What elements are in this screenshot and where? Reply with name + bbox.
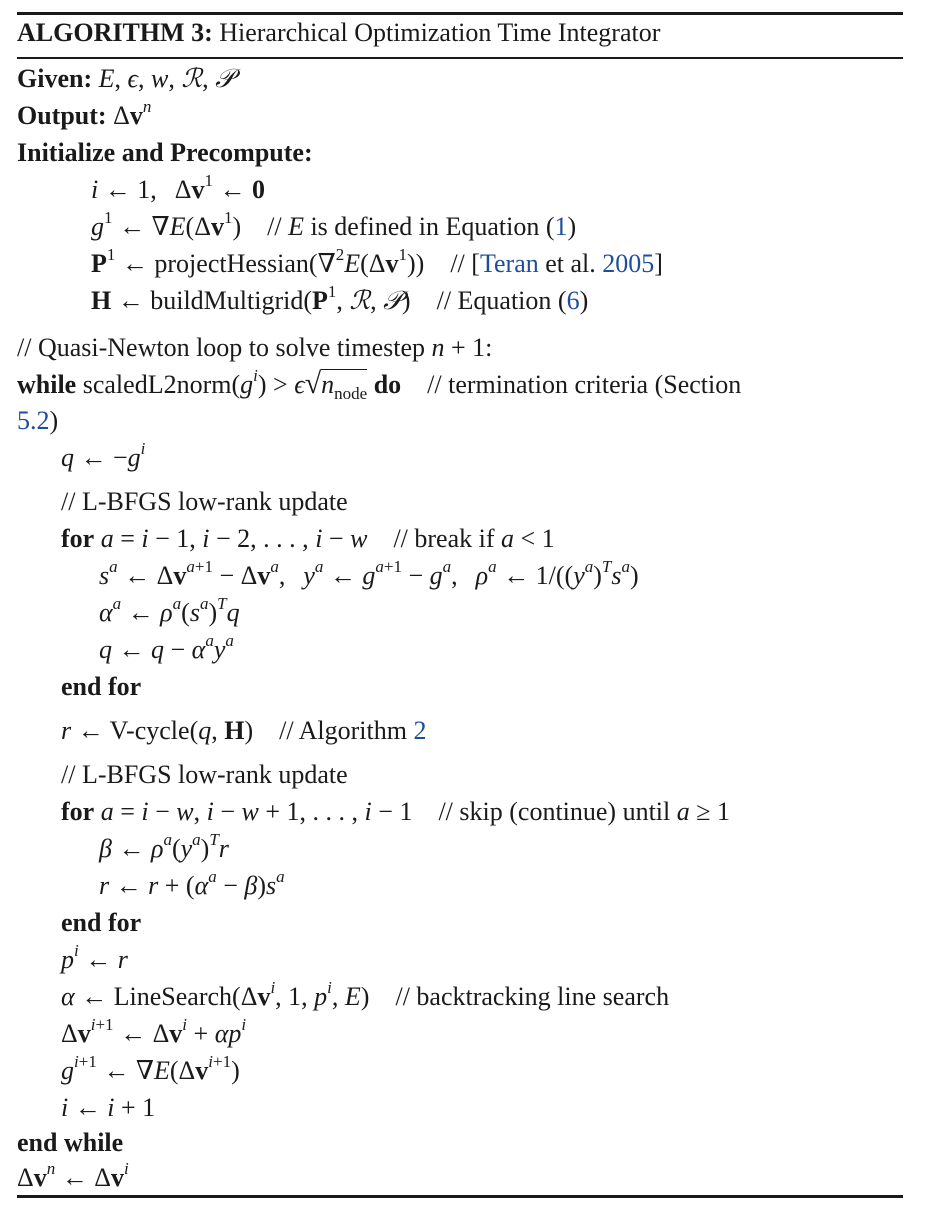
end-for-1: end for [61,672,142,701]
for-line-1: for a = i − 1, i − 2, . . . , i − w // break if a < 1 [61,524,555,553]
algorithm-label: ALGORITHM 3: [17,18,213,47]
do-keyword: do [373,370,402,399]
step-q-update: q ← $q - \alpha^ay^a$ [99,631,234,664]
comment-backtracking: // backtracking line search [395,982,670,1011]
final-assign: $\Delta v^n$ ← $\Delta v^i$ [17,1159,129,1192]
comment-break: // break if a < 1 [393,524,555,553]
end-for-2: end for [61,908,142,937]
comment-energy: // E is defined in Equation (1) [267,212,577,241]
equation-ref-6[interactable]: 6 [566,286,580,315]
step-line-search: α ← $LineSearch(\Delta v^i$, 1, $p^i$, E) // backtracking line search [61,978,670,1011]
init-line [17,138,313,168]
step-p: $p^i$ ← r [61,941,128,974]
algorithm-header [17,18,660,48]
for-line-2: for a = i − w, i − w + 1, . . . , i − 1 // skip (continue) until a ≥ 1 [61,797,731,826]
step-q-init: q ← $-g^i$ [61,439,146,472]
given-line [17,64,234,94]
sqrt-n-node: $√n_{node}$ [304,367,368,403]
given-vars: E, ϵ, w, ℛ, 𝒫 [98,64,234,94]
section-ref[interactable]: 5.2 [17,406,50,435]
citation-year[interactable]: 2005 [602,249,655,278]
step-s-y-rho: $s^a$ ← $\Delta v^{a+1} - \Delta v^a$, $y^a$ ← $g^{a+1} - g^a$, $\rho^a$ ← $1/((y^a)^Ts^a)$ [99,557,639,590]
for-keyword-2: for [61,797,95,826]
citation-teran[interactable]: Teran [479,249,539,278]
bottom-rule [17,1195,903,1198]
comment-skip: // skip (continue) until a ≥ 1 [438,797,731,826]
while-line: while $scaledL2norm(g^i) > \epsilon√n_{node}$ do // termination criteria (Section [17,366,742,403]
top-rule [17,12,903,15]
algorithm-ref[interactable]: 2 [413,716,427,745]
project-hessian-fn: projectHessian [154,249,309,278]
init-step-1: i ← 1, $\Delta v^1$ ← 0 [91,171,265,204]
init-step-2: $g^1$ ← $\nabla E(\Delta v^1)$ // E is defined in Equation (1) [91,208,577,241]
comment-quasi-newton: // Quasi-Newton loop to solve timestep n + 1: [17,333,493,362]
init-label: Initialize and Precompute: [17,138,313,167]
init-step-4: H ← $buildMultigrid(P^1$, ℛ, 𝒫) // Equation (6) [91,282,589,316]
algorithm-title: Hierarchical Optimization Time Integrator [219,18,661,47]
step-vcycle: r ← V-cycle(q, H) // Algorithm 2 [61,716,427,745]
vcycle-fn: V-cycle [109,716,190,745]
header-rule [17,57,903,59]
for-keyword-1: for [61,524,95,553]
comment-algorithm: // Algorithm 2 [279,716,427,745]
end-while: end while [17,1128,124,1157]
step-g-update: $g^{i+1}$ ← $\nabla E(\Delta v^{i+1})$ [61,1052,240,1085]
step-beta: β ← $\rho^a(y^a)^Tr$ [99,830,229,863]
build-multigrid-fn: buildMultigrid [150,286,304,315]
termination-ref-line: 5.2) [17,406,59,435]
scaled-l2norm-fn: scaledL2norm [82,370,232,399]
step-i-increment: i ← i + 1 [61,1093,156,1122]
comment-termination: // termination criteria (Section [427,370,742,399]
comment-teran: // [Teran et al. 2005] [450,249,663,278]
step-alpha: $\alpha^a$ ← $\rho^a(s^a)^Tq$ [99,594,240,627]
output-var: $\Delta v^n$ [113,97,152,130]
comment-multigrid: // Equation (6) [436,286,589,315]
line-search-fn: LineSearch [113,982,233,1011]
while-keyword: while [17,370,77,399]
comment-lbfgs-1: // L-BFGS low-rank update [61,487,348,516]
output-line [17,97,152,131]
output-label: Output: [17,101,107,130]
given-label: Given: [17,64,93,93]
init-step-3: $P^1$ ← $projectHessian(\nabla^2E(\Delta v^1))$ // [Teran et al. 2005] [91,245,663,278]
comment-lbfgs-2: // L-BFGS low-rank update [61,760,348,789]
equation-ref-1[interactable]: 1 [554,212,568,241]
step-r-update: r ← $r + (\alpha^a - \beta)s^a$ [99,867,285,900]
step-dv-update: $\Delta v^{i+1}$ ← $\Delta v^i + \alpha p^i$ [61,1015,247,1048]
